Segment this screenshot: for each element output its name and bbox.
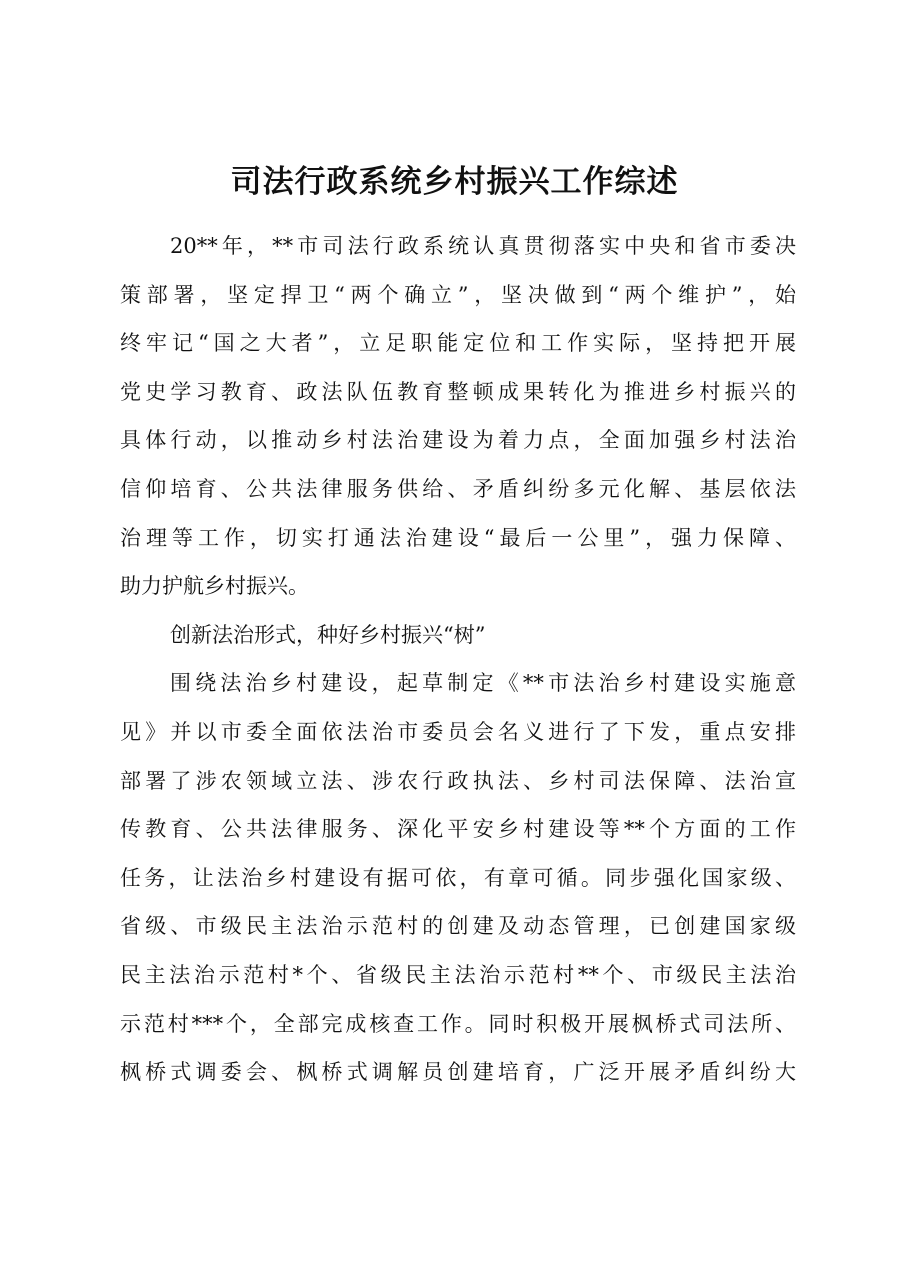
paragraph-line: 党史学习教育、政法队伍教育整顿成果转化为推进乡村振兴的 — [120, 379, 796, 404]
paragraph-line: 示范村***个，全部完成核查工作。同时积极开展枫桥式司法所、 — [120, 1011, 796, 1036]
paragraph-line: 20**年，**市司法行政系统认真贯彻落实中央和省市委决 — [170, 234, 796, 258]
document-title: 司法行政系统乡村振兴工作综述 — [230, 164, 679, 200]
paragraph-line: 具体行动，以推动乡村法治建设为着力点，全面加强乡村法治 — [120, 428, 796, 453]
paragraph-line: 省级、市级民主法治示范村的创建及动态管理，已创建国家级 — [120, 914, 796, 939]
paragraph-line: 治理等工作，切实打通法治建设“最后一公里”，强力保障、 — [120, 525, 796, 550]
section-heading-line: 创新法治形式，种好乡村振兴“树” — [170, 622, 486, 647]
paragraph-intro — [120, 222, 796, 611]
paragraph-line: 传教育、公共法律服务、深化平安乡村建设等**个方面的工作 — [120, 817, 796, 842]
document-body — [120, 222, 796, 1097]
paragraph-line: 策部署，坚定捍卫“两个确立”，坚决做到“两个维护”，始 — [120, 282, 796, 307]
paragraph-line: 任务，让法治乡村建设有据可依，有章可循。同步强化国家级、 — [120, 865, 796, 890]
paragraph-line: 民主法治示范村*个、省级民主法治示范村**个、市级民主法治 — [120, 962, 796, 987]
paragraph-section-body — [120, 659, 796, 1096]
paragraph-line: 围绕法治乡村建设，起草制定《**市法治乡村建设实施意 — [170, 671, 796, 696]
paragraph-line: 信仰培育、公共法律服务供给、矛盾纠纷多元化解、基层依法 — [120, 476, 796, 501]
paragraph-line: 助力护航乡村振兴。 — [120, 574, 309, 599]
paragraph-line: 枫桥式调委会、枫桥式调解员创建培育，广泛开展矛盾纠纷大 — [120, 1060, 796, 1085]
paragraph-line: 终牢记“国之大者”，立足职能定位和工作实际，坚持把开展 — [120, 331, 796, 356]
paragraph-line: 见》并以市委全面依法治市委员会名义进行了下发，重点安排 — [120, 719, 796, 744]
paragraph-line: 部署了涉农领域立法、涉农行政执法、乡村司法保障、法治宣 — [120, 768, 796, 793]
section-heading — [120, 611, 796, 660]
